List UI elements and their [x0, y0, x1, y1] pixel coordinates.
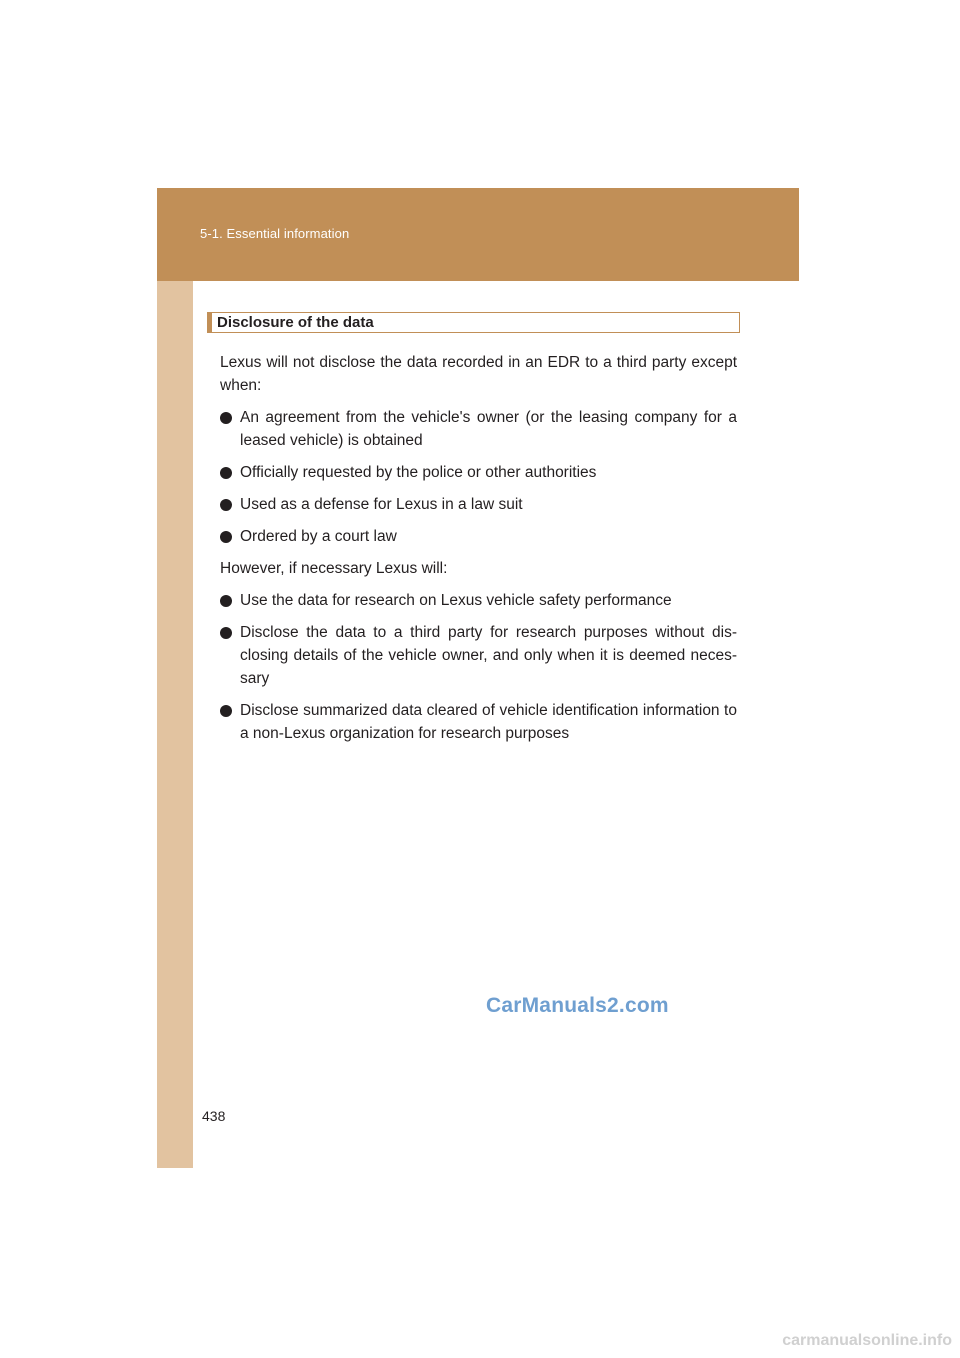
- bullet-dot-icon: [220, 705, 232, 717]
- bullet-dot-icon: [220, 595, 232, 607]
- list-item: [220, 406, 737, 452]
- watermark-center: CarManuals2.com: [486, 994, 669, 1017]
- list-item: [220, 493, 737, 516]
- bullet-dot-icon: [220, 467, 232, 479]
- list-item-text: Use the data for research on Lexus vehicle safety performance: [240, 592, 672, 609]
- section-title: Disclosure of the data: [217, 314, 374, 331]
- however-paragraph: However, if necessary Lexus will:: [220, 560, 448, 577]
- heading-accent-bar: [207, 312, 212, 333]
- section-heading-box: [207, 312, 740, 333]
- page-side-strip: [157, 188, 193, 1168]
- list-item-text: An agreement from the vehicle's owner (or the leasing company for a leased vehicle) is obtained: [240, 409, 737, 449]
- list-item-text: Disclose the data to a third party for research purposes without dis-closing details of the vehicle owner, and only when it is deemed neces-sary: [240, 624, 737, 687]
- intro-paragraph: Lexus will not disclose the data recorded in an EDR to a third party except when:: [220, 354, 737, 394]
- list-item: [220, 699, 737, 745]
- list-item-text: Disclose summarized data cleared of vehicle identification information to a non-Lexus organization for research purposes: [240, 702, 737, 742]
- list-item: [220, 589, 737, 612]
- bullet-dot-icon: [220, 531, 232, 543]
- bullet-dot-icon: [220, 627, 232, 639]
- list-item: [220, 461, 737, 484]
- section-breadcrumb: 5-1. Essential information: [200, 226, 350, 241]
- bullet-dot-icon: [220, 499, 232, 511]
- list-item: [220, 525, 737, 548]
- list-item-text: Used as a defense for Lexus in a law suit: [240, 496, 523, 513]
- bullet-dot-icon: [220, 412, 232, 424]
- list-item-text: Ordered by a court law: [240, 528, 397, 545]
- document-body: [220, 351, 737, 754]
- watermark-footer: carmanualsonline.info: [782, 1332, 952, 1349]
- page-number: 438: [202, 1108, 226, 1124]
- list-item: [220, 621, 737, 690]
- list-item-text: Officially requested by the police or other authorities: [240, 464, 597, 481]
